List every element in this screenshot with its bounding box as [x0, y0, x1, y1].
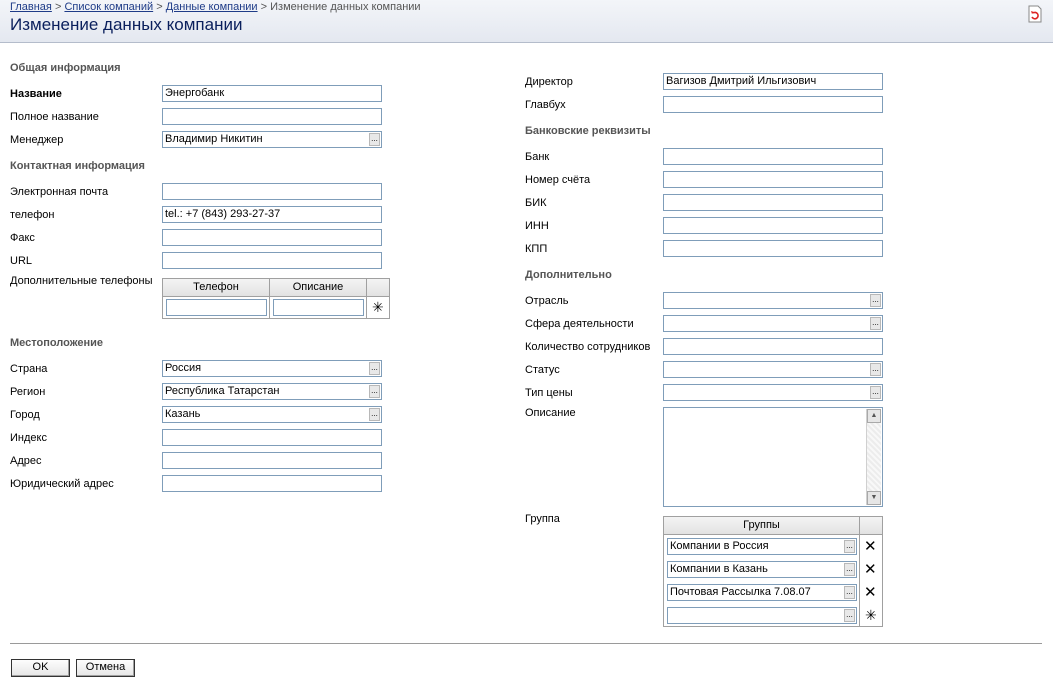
status-lookup[interactable]: [663, 361, 883, 378]
cancel-button[interactable]: Отмена: [76, 659, 135, 677]
city-lookup[interactable]: [162, 406, 382, 423]
fax-input[interactable]: [162, 229, 382, 246]
column-header-description: Описание: [270, 279, 367, 297]
kpp-label: КПП: [525, 243, 548, 255]
country-lookup[interactable]: [162, 360, 382, 377]
legal-address-input[interactable]: [162, 475, 382, 492]
phone-label: телефон: [10, 209, 55, 221]
sphere-lookup-button[interactable]: ...: [870, 317, 881, 330]
breadcrumb-companies-link[interactable]: Список компаний: [64, 1, 154, 13]
new-phone-description-input[interactable]: [273, 299, 364, 316]
industry-lookup-button[interactable]: ...: [870, 294, 881, 307]
city-value: Казань: [165, 408, 201, 420]
index-input[interactable]: [162, 429, 382, 446]
phone-input[interactable]: tel.: +7 (843) 293-27-37: [162, 206, 382, 223]
new-phone-input[interactable]: [166, 299, 267, 316]
manager-lookup[interactable]: [162, 131, 382, 148]
address-input[interactable]: [162, 452, 382, 469]
price-type-lookup[interactable]: [663, 384, 883, 401]
manager-lookup-button[interactable]: ...: [369, 133, 380, 146]
new-group-lookup[interactable]: [667, 607, 857, 624]
group-row-lookup[interactable]: [667, 561, 857, 578]
extra-phones-label: Дополнительные телефоны: [10, 275, 153, 287]
status-label: Статус: [525, 364, 560, 376]
kpp-input[interactable]: [663, 240, 883, 257]
add-icon[interactable]: ✳: [865, 607, 877, 623]
url-label: URL: [10, 255, 33, 267]
city-lookup-button[interactable]: ...: [369, 408, 380, 421]
country-label: Страна: [10, 363, 48, 375]
group-row-value: Компании в Казань: [670, 563, 768, 575]
ok-button[interactable]: OK: [11, 659, 70, 677]
section-general: Общая информация: [10, 62, 121, 74]
description-scrollbar[interactable]: [866, 409, 881, 505]
region-lookup-button[interactable]: ...: [369, 385, 380, 398]
index-label: Индекс: [10, 432, 47, 444]
fax-label: Факс: [10, 232, 35, 244]
bik-label: БИК: [525, 197, 547, 209]
section-bank: Банковские реквизиты: [525, 125, 651, 137]
bik-input[interactable]: [663, 194, 883, 211]
section-contact: Контактная информация: [10, 160, 145, 172]
bank-input[interactable]: [663, 148, 883, 165]
breadcrumb-company-link[interactable]: Данные компании: [165, 1, 258, 13]
fullname-label: Полное название: [10, 111, 99, 123]
group-lookup-button[interactable]: ...: [844, 563, 855, 576]
group-lookup-button[interactable]: ...: [844, 586, 855, 599]
breadcrumb-separator: >: [156, 1, 163, 13]
industry-lookup[interactable]: [663, 292, 883, 309]
breadcrumb-home-link[interactable]: Главная: [10, 1, 52, 13]
delete-icon[interactable]: ✕: [864, 584, 877, 601]
region-value: Республика Татарстан: [165, 385, 280, 397]
group-row-value: Почтовая Рассылка 7.08.07: [670, 586, 811, 598]
director-label: Директор: [525, 76, 573, 88]
email-input[interactable]: [162, 183, 382, 200]
column-header-phone: Телефон: [163, 279, 270, 297]
account-input[interactable]: [663, 171, 883, 188]
inn-input[interactable]: [663, 217, 883, 234]
price-type-lookup-button[interactable]: ...: [870, 386, 881, 399]
accountant-input[interactable]: [663, 96, 883, 113]
city-label: Город: [10, 409, 40, 421]
address-label: Адрес: [10, 455, 42, 467]
employees-label: Количество сотрудников: [525, 341, 651, 353]
breadcrumb-separator: >: [54, 1, 62, 13]
account-label: Номер счёта: [525, 174, 591, 186]
group-lookup-button[interactable]: ...: [844, 540, 855, 553]
region-label: Регион: [10, 386, 46, 398]
scroll-down-icon[interactable]: ▼: [867, 491, 881, 505]
inn-label: ИНН: [525, 220, 549, 232]
section-location: Местоположение: [10, 337, 104, 349]
column-header-actions: [367, 279, 389, 297]
manager-value: Владимир Никитин: [165, 133, 263, 145]
country-value: Россия: [165, 362, 202, 374]
description-label: Описание: [525, 407, 576, 419]
legal-address-label: Юридический адрес: [10, 478, 114, 490]
bank-label: Банк: [525, 151, 550, 163]
sphere-label: Сфера деятельности: [525, 318, 634, 330]
region-lookup[interactable]: [162, 383, 382, 400]
groups-grid: [663, 516, 883, 627]
fullname-input[interactable]: [162, 108, 382, 125]
extra-phones-grid: [162, 278, 390, 319]
price-type-label: Тип цены: [525, 387, 573, 399]
column-header-actions: [860, 517, 882, 535]
accountant-label: Главбух: [525, 99, 566, 111]
director-input[interactable]: Вагизов Дмитрий Ильгизович: [663, 73, 883, 90]
add-icon[interactable]: ✳: [372, 299, 384, 315]
industry-label: Отрасль: [525, 295, 569, 307]
refresh-icon[interactable]: [1027, 5, 1043, 23]
sphere-lookup[interactable]: [663, 315, 883, 332]
footer-divider: [10, 643, 1042, 644]
group-lookup-button[interactable]: ...: [844, 609, 855, 622]
group-row-lookup[interactable]: [667, 584, 857, 601]
breadcrumb-current: Изменение данных компании: [270, 1, 421, 13]
column-header-groups: Группы: [664, 517, 860, 535]
group-row-value: Компании в Россия: [670, 540, 769, 552]
delete-icon[interactable]: ✕: [864, 561, 877, 578]
delete-icon[interactable]: ✕: [864, 538, 877, 555]
name-input[interactable]: Энергобанк: [162, 85, 382, 102]
page-title: Изменение данных компании: [10, 15, 243, 34]
name-label: Название: [10, 88, 62, 100]
status-lookup-button[interactable]: ...: [870, 363, 881, 376]
scroll-up-icon[interactable]: ▲: [867, 409, 881, 423]
breadcrumb-separator: >: [260, 1, 268, 13]
group-label: Группа: [525, 513, 560, 525]
manager-label: Менеджер: [10, 134, 64, 146]
url-input[interactable]: [162, 252, 382, 269]
section-extra: Дополнительно: [525, 269, 612, 281]
description-textarea[interactable]: [663, 407, 883, 507]
employees-input[interactable]: [663, 338, 883, 355]
email-label: Электронная почта: [10, 186, 109, 198]
country-lookup-button[interactable]: ...: [369, 362, 380, 375]
group-row-lookup[interactable]: [667, 538, 857, 555]
breadcrumb: [10, 1, 421, 13]
page-header: [0, 0, 1053, 43]
